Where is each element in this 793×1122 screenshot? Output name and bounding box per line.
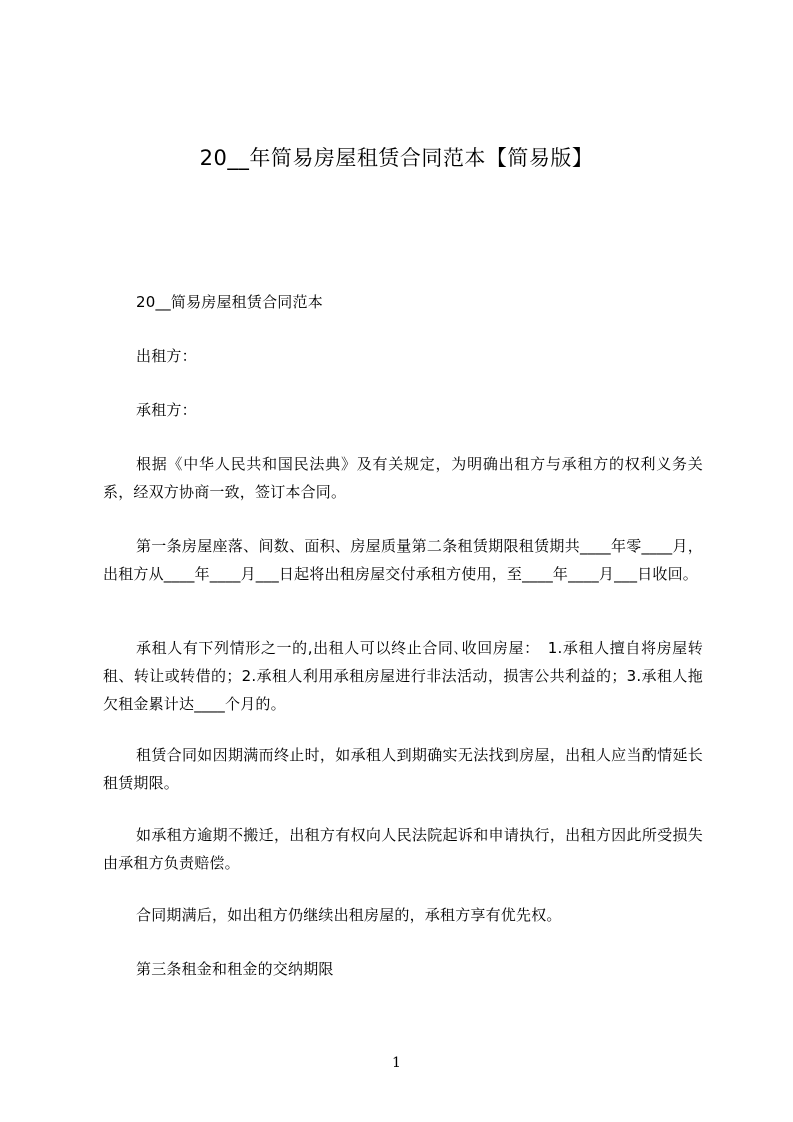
lessee-field: 承租方： bbox=[136, 401, 197, 419]
lessor-field: 出租方： bbox=[136, 347, 197, 365]
extension-paragraph: 租赁合同如因期满而终止时，如承租人到期确实无法找到房屋，出租人应当酌情延长租赁期限。 bbox=[103, 746, 703, 792]
overdue-paragraph: 如承租方逾期不搬迁，出租方有权向人民法院起诉和申请执行，出租方因此所受损失由承租方负责赔偿。 bbox=[103, 826, 703, 872]
article-three-heading: 第三条租金和租金的交纳期限 bbox=[136, 960, 334, 978]
priority-paragraph: 合同期满后，如出租方仍继续出租房屋的，承租方享有优先权。 bbox=[136, 906, 562, 924]
termination-paragraph: 承租人有下列情形之一的,出租人可以终止合同､收回房屋： 1.承租人擅自将房屋转租、转让或转借的；2.承租人利用承租房屋进行非法活动，损害公共利益的；3.承租人拖欠租金累计达____个月的。 bbox=[103, 639, 703, 713]
preamble-paragraph: 根据《中华人民共和国民法典》及有关规定，为明确出租方与承租方的权利义务关系，经双方协商一致，签订本合同。 bbox=[103, 455, 703, 501]
page-number: 1 bbox=[392, 1055, 401, 1071]
document-title: 20__年简易房屋租赁合同范本【简易版】 bbox=[199, 146, 594, 170]
subtitle-paragraph: 20__简易房屋租赁合同范本 bbox=[136, 293, 323, 311]
article-one-paragraph: 第一条房屋座落、间数、面积、房屋质量第二条租赁期限租赁期共____年零____月，出租方从____年____月___日起将出租房屋交付承租方使用，至____年____月___日收回。 bbox=[103, 537, 703, 583]
